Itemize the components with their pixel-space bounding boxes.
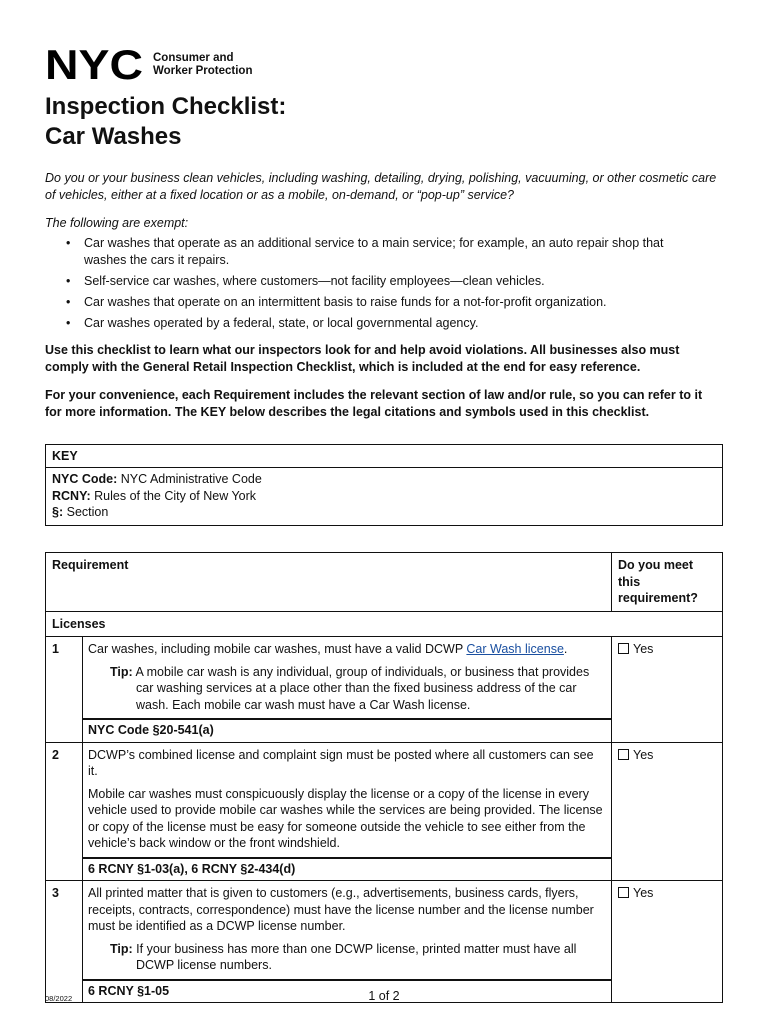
header bbox=[45, 44, 252, 84]
column-header-requirement: Requirement bbox=[46, 553, 612, 612]
legal-citation: 6 RCNY §1-03(a), 6 RCNY §2-434(d) bbox=[83, 857, 611, 881]
yes-checkbox[interactable] bbox=[618, 887, 629, 898]
yes-label: Yes bbox=[633, 747, 654, 762]
tip-label: Tip: bbox=[110, 664, 133, 679]
agency-name-line2: Worker Protection bbox=[153, 65, 253, 77]
key-term: §: bbox=[52, 505, 64, 519]
requirement-text-part: . bbox=[563, 642, 568, 656]
title-line1: Inspection Checklist: bbox=[45, 93, 287, 120]
exempt-item: • Car washes that operate on an intermittent basis to raise funds for a not-for-profit organization. bbox=[45, 294, 685, 311]
key-box bbox=[45, 444, 723, 526]
checklist-paragraph: Use this checklist to learn what our inspectors look for and help avoid violations. All businesses also must comply with the General Retail Inspection Checklist, which is included at the end for easy reference. bbox=[45, 343, 680, 374]
exempt-label: The following are exempt: bbox=[45, 216, 189, 230]
exempt-item: • Car washes operated by a federal, state, or local governmental agency. bbox=[45, 315, 685, 332]
table-row bbox=[46, 742, 723, 881]
yes-label: Yes bbox=[633, 642, 654, 656]
tip bbox=[88, 664, 606, 714]
yes-label: Yes bbox=[633, 886, 654, 900]
tip bbox=[88, 941, 606, 974]
key-definition: NYC Administrative Code bbox=[120, 472, 262, 486]
tip-text-rest: car washing services at a place other than the fixed business address of the car wash. Each mobile car wash must have a Car Wash license. bbox=[136, 681, 577, 712]
exempt-item: • Self-service car washes, where customers—not facility employees—clean vehicles. bbox=[45, 273, 685, 290]
table-row bbox=[46, 637, 723, 743]
yes-checkbox[interactable] bbox=[618, 643, 629, 654]
requirement-number: 1 bbox=[46, 637, 83, 743]
yes-checkbox[interactable] bbox=[618, 749, 629, 760]
agency-name-line1: Consumer and bbox=[153, 52, 234, 64]
answer-cell bbox=[612, 637, 723, 743]
key-row bbox=[52, 488, 716, 505]
requirement-text bbox=[88, 641, 606, 658]
exempt-item: • Car washes that operate as an additional service to a main service; for example, an auto repair shop that washes the cars it repairs. bbox=[45, 235, 685, 269]
requirement-number: 3 bbox=[46, 881, 83, 1003]
key-definition: Section bbox=[66, 505, 109, 519]
tip-text-first: If your business has more than one DCWP license, printed matter must have all bbox=[136, 941, 577, 956]
requirement-number: 2 bbox=[46, 742, 83, 881]
title-line2: Car Washes bbox=[45, 123, 182, 150]
key-body bbox=[46, 468, 722, 525]
convenience-paragraph: For your convenience, each Requirement includes the relevant section of law and/or rule, so you can refer to it for more information. The KEY below describes the legal citations and symbols used in this checklist. bbox=[45, 388, 703, 419]
tip-text-first: A mobile car wash is any individual, group of individuals, or business that provides bbox=[135, 664, 590, 679]
table-row bbox=[46, 881, 723, 1003]
requirement-text: DCWP’s combined license and complaint sign must be posted where all customers can see it. bbox=[88, 747, 594, 778]
key-definition: Rules of the City of New York bbox=[94, 488, 257, 503]
requirement-cell bbox=[83, 742, 612, 881]
key-row bbox=[52, 504, 716, 521]
requirements-table bbox=[45, 552, 723, 1003]
requirement-cell bbox=[83, 637, 612, 743]
car-wash-license-link[interactable]: Car Wash license bbox=[466, 642, 564, 656]
page-title bbox=[45, 92, 286, 152]
legal-citation: NYC Code §20-541(a) bbox=[83, 718, 611, 742]
requirement-cell bbox=[83, 881, 612, 1003]
requirement-text-part: Car washes, including mobile car washes, must have a valid DCWP bbox=[88, 642, 467, 656]
answer-cell bbox=[612, 881, 723, 1003]
key-term: RCNY: bbox=[52, 488, 91, 503]
key-term: NYC Code: bbox=[52, 472, 118, 486]
key-row bbox=[52, 471, 716, 488]
page-number: 1 of 2 bbox=[368, 989, 400, 1003]
section-licenses: Licenses bbox=[46, 611, 723, 637]
answer-cell bbox=[612, 742, 723, 881]
svg-text:NYC: NYC bbox=[45, 46, 143, 82]
nyc-logo bbox=[45, 46, 145, 82]
tip-label: Tip: bbox=[110, 941, 133, 956]
requirement-text-secondary: Mobile car washes must conspicuously display the license or a copy of the license in every vehicle used to provide mobile car washes while the services are being provided. The license or copy of the license must be easy for someone outside the vehicle to see either from the vehicle’s back window or the front windshield. bbox=[88, 786, 603, 850]
agency-name bbox=[153, 52, 252, 78]
section-row bbox=[46, 611, 723, 637]
key-heading: KEY bbox=[46, 445, 722, 468]
legal-citation: 6 RCNY §1-05 bbox=[83, 979, 611, 1003]
table-header-row bbox=[46, 553, 723, 612]
tip-text-rest: DCWP license numbers. bbox=[136, 958, 272, 972]
intro-paragraph: Do you or your business clean vehicles, including washing, detailing, drying, polishing, vacuuming, or other cosmetic care of vehicles, either at a fixed location or as a mobile, on-demand, or “pop-up” service? bbox=[45, 171, 717, 202]
footer-date: 08/2022 bbox=[45, 994, 73, 1003]
exempt-list bbox=[45, 235, 685, 336]
requirement-text: All printed matter that is given to customers (e.g., advertisements, business cards, flyers, receipts, contracts, correspondence) must have the license number and the license number must be identified as a DCWP license number. bbox=[88, 886, 594, 933]
column-header-answer: Do you meet this requirement? bbox=[612, 553, 723, 612]
